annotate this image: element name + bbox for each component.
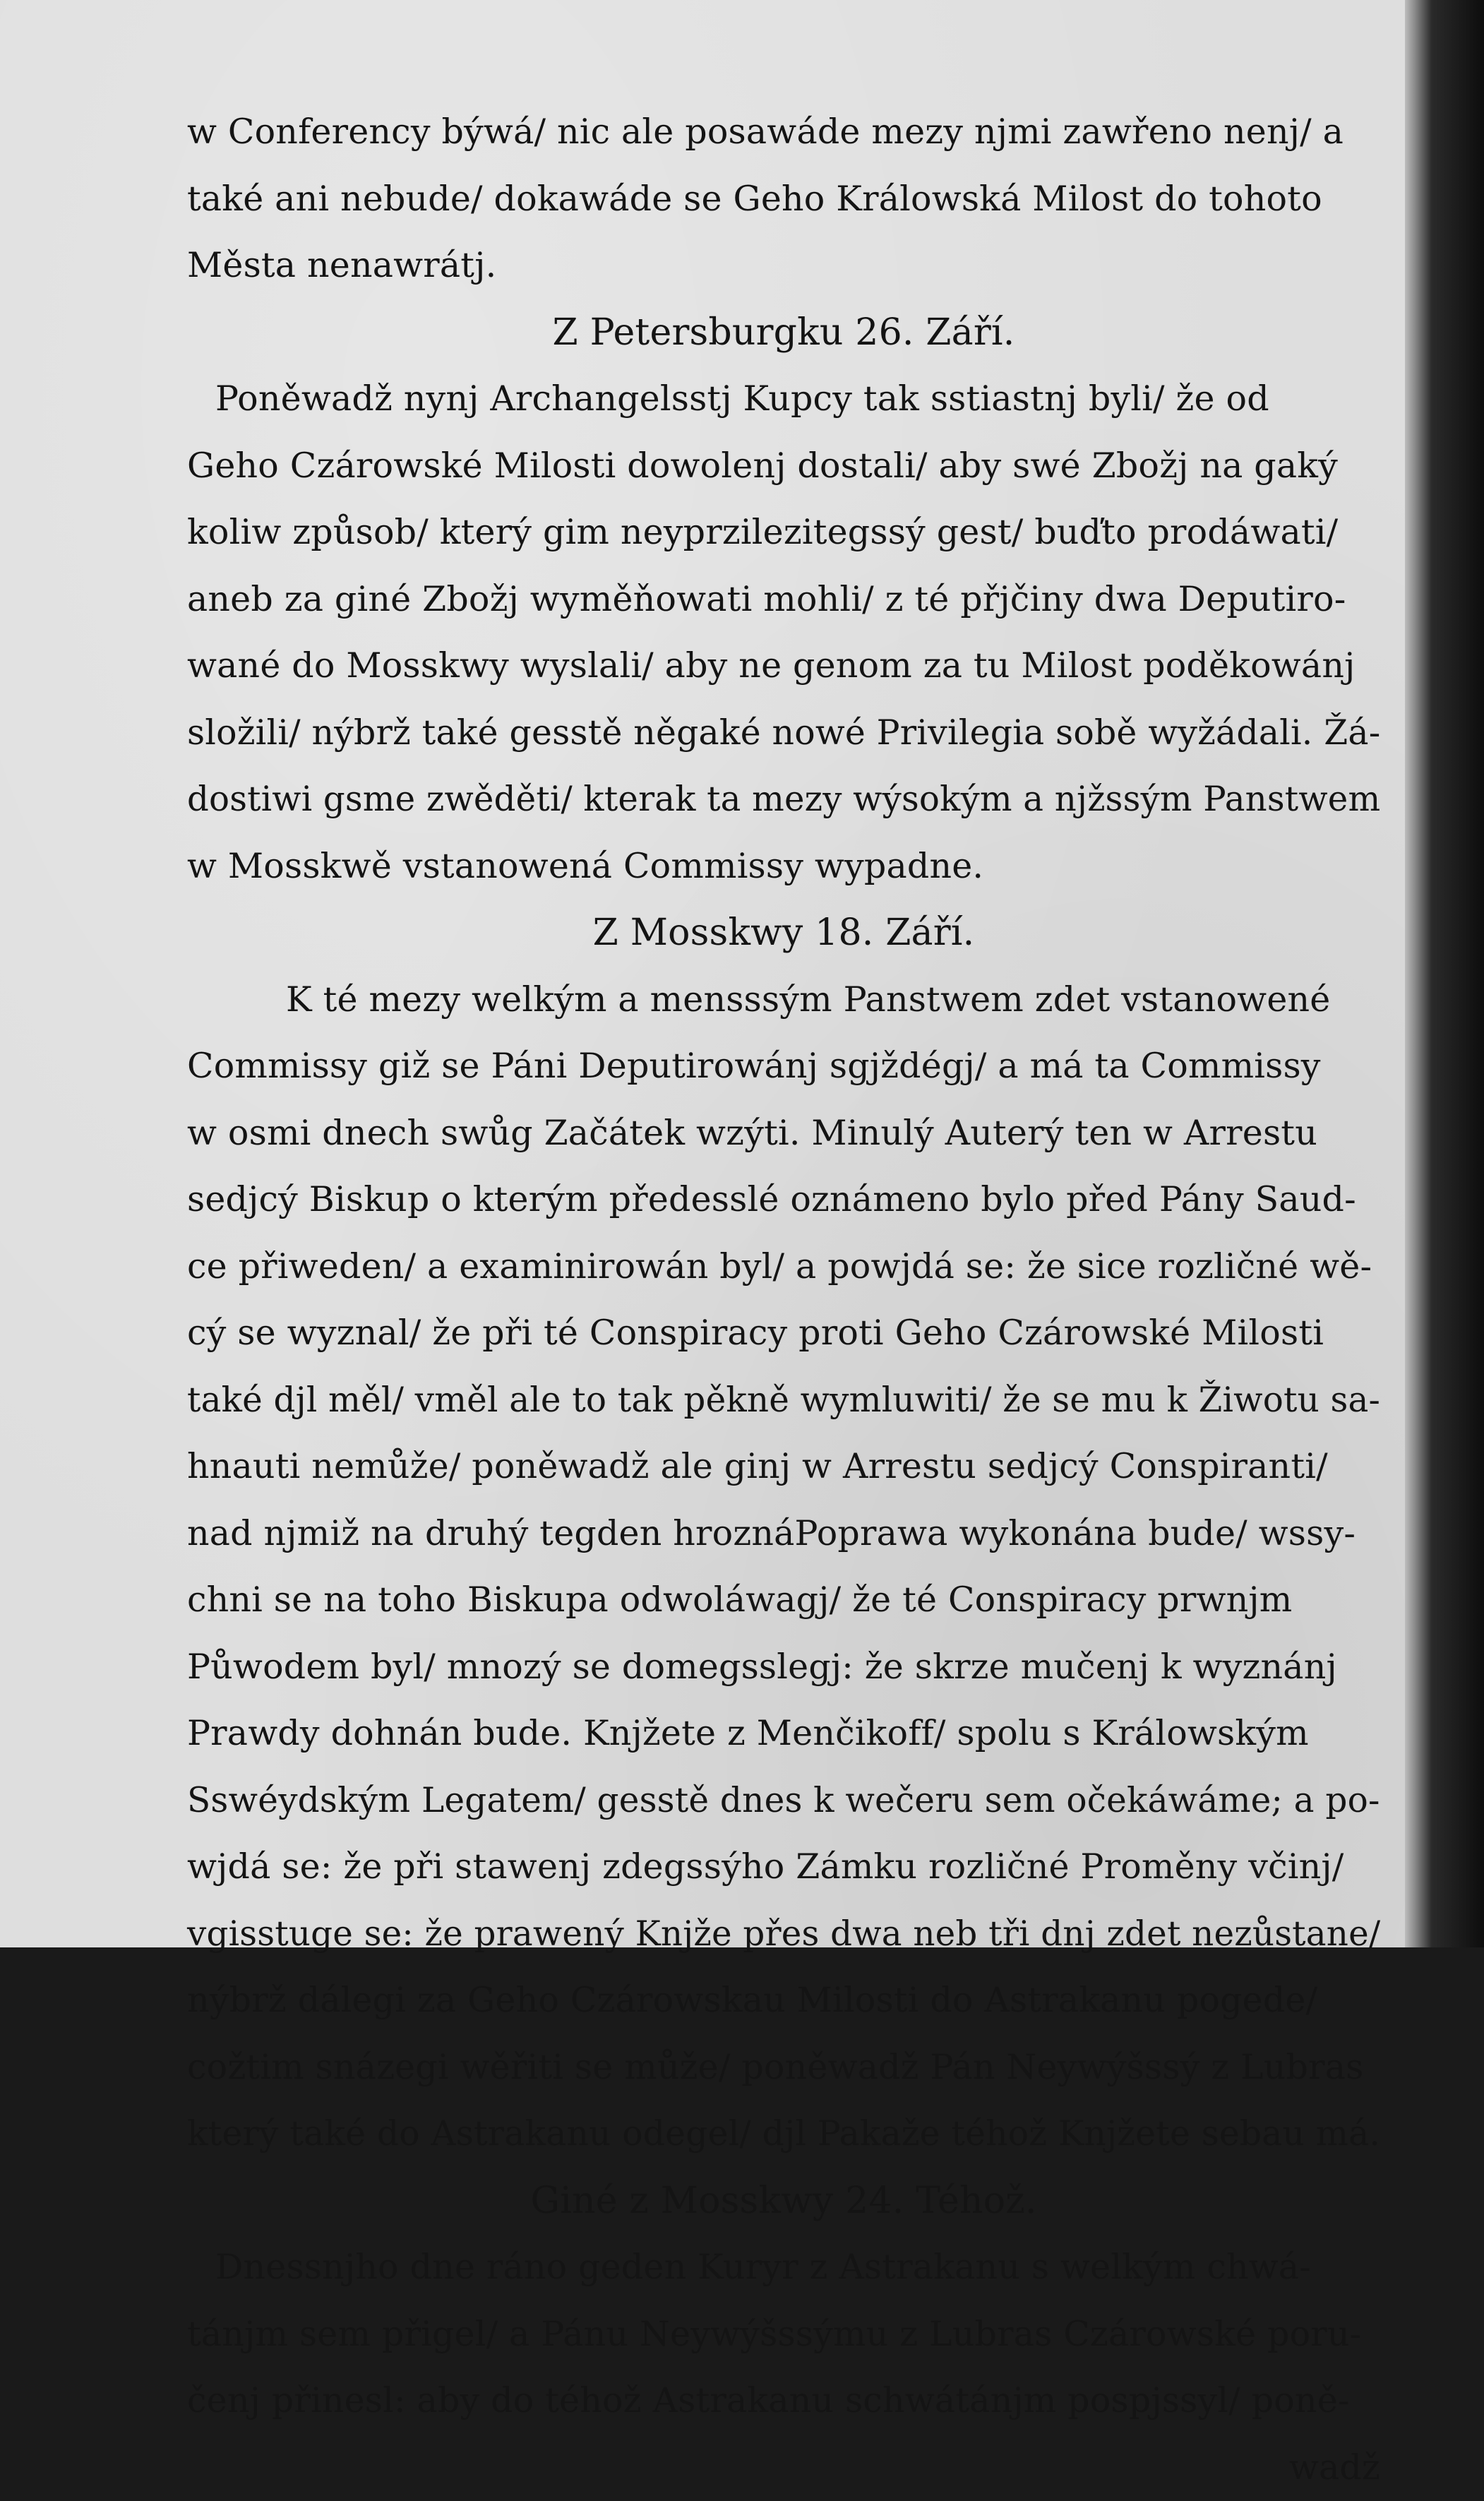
text-line: aneb za giné Zbožj wyměňowati mohli/ z té přjčiny dwa Deputiro- [187, 566, 1380, 633]
text-line: Dnessnjho dne ráno geden Kuryr z Astrakanu s welkým chwá- [187, 2234, 1380, 2301]
document-text [187, 99, 1380, 2501]
section-heading-moscow-24: Giné z Mosskwy 24. Téhož. [187, 2168, 1380, 2235]
text-line: nad njmiž na druhý tegden hroznáPoprawa wykonána bude/ wssy- [187, 1500, 1380, 1568]
text-line: také ani nebude/ dokawáde se Geho Králowská Milost do tohoto [187, 166, 1380, 233]
text-line: w osmi dnech swůg Začátek wzýti. Minulý Auterý ten w Arrestu [187, 1100, 1380, 1167]
text-line: koliw způsob/ který gim neyprzilezitegssý gest/ buďto prodáwati/ [187, 499, 1380, 566]
text-line: Sswéydským Legatem/ gesstě dnes k wečeru sem očekáwáme; a po- [187, 1767, 1368, 1834]
text-line: w Mosskwě vstanowená Commissy wypadne. [187, 833, 1380, 900]
text-line: hnauti nemůže/ poněwadž ale ginj w Arrestu sedjcý Conspiranti/ [187, 1433, 1380, 1500]
text-line: Poněwadž nynj Archangelsstj Kupcy tak sstiastnj byli/ že od [187, 366, 1380, 433]
book-gutter-shadow [1405, 0, 1484, 1947]
catchword: wadž [187, 2435, 1380, 2501]
text-line: cý se wyznal/ že při té Conspiracy proti Geho Czárowské Milosti [187, 1300, 1380, 1367]
text-line: w Conferency býwá/ nic ale posawáde mezy njmi zawřeno nenj/ a [187, 99, 1380, 166]
text-line: složili/ nýbrž také gesstě něgaké nowé Privilegia sobě wyžádali. Žá- [187, 700, 1377, 767]
text-line: nýbrž dálegi za Geho Czárowskau Milosti do Astrakanu pogede/ [187, 1967, 1380, 2034]
text-line: také djl měl/ vměl ale to tak pěkně wymluwiti/ že se mu k Žiwotu sa- [187, 1367, 1364, 1434]
section-heading-petersburg: Z Petersburgku 26. Září. [187, 299, 1380, 366]
text-line: cožtim snázegi wěřiti se může/ poněwadž Pán Neywýšssý z Lubras [187, 2034, 1380, 2101]
text-line: dostiwi gsme zwěděti/ kterak ta mezy wýsokým a njžssým Panstwem [187, 766, 1360, 833]
text-line: wané do Mosskwy wyslali/ aby ne genom za tu Milost poděkowánj [187, 633, 1380, 700]
text-line: Commissy giž se Páni Deputirowánj sgjždégj/ a má ta Commissy [187, 1033, 1380, 1100]
text-line: ce přiweden/ a examinirowán byl/ a powjdá se: že sice rozličné wě- [187, 1234, 1380, 1301]
text-line: Prawdy dohnán bude. Knjžete z Menčikoff/ spolu s Králowským [187, 1700, 1380, 1767]
text-line: čenj přinesl: aby do téhož Astrakanu schwátánjm pospjssyl/ poně- [187, 2368, 1380, 2435]
text-line: vgisstuge se: že prawený Knjže přes dwa neb tři dnj zdet nezůstane/ [187, 1901, 1363, 1968]
text-line: chni se na toho Biskupa odwoláwagj/ že té Conspiracy prwnjm [187, 1567, 1380, 1634]
section-heading-moscow-18: Z Mosskwy 18. Září. [187, 900, 1380, 967]
text-line: Města nenawrátj. [187, 232, 1380, 299]
text-line: Geho Czárowské Milosti dowolenj dostali/ aby swé Zbožj na gaký [187, 433, 1380, 500]
text-line: wjdá se: že při stawenj zdegssýho Zámku rozličné Proměny včinj/ [187, 1834, 1380, 1901]
text-line: sedjcý Biskup o kterým předesslé oznámeno bylo před Pány Saud- [187, 1166, 1380, 1234]
text-line: který také do Astrakanu odegel/ djl Pakaže téhož Knjžete sebau má. [187, 2101, 1373, 2168]
text-line: K té mezy welkým a mensssým Panstwem zdet vstanowené [187, 967, 1380, 1034]
text-line: Půwodem byl/ mnozý se domegsslegj: že skrze mučenj k wyznánj [187, 1634, 1380, 1701]
text-line: tánjm sem přigel/ a Pánu Neywýšssýmu z Lubras Czárowské poru- [187, 2301, 1380, 2368]
